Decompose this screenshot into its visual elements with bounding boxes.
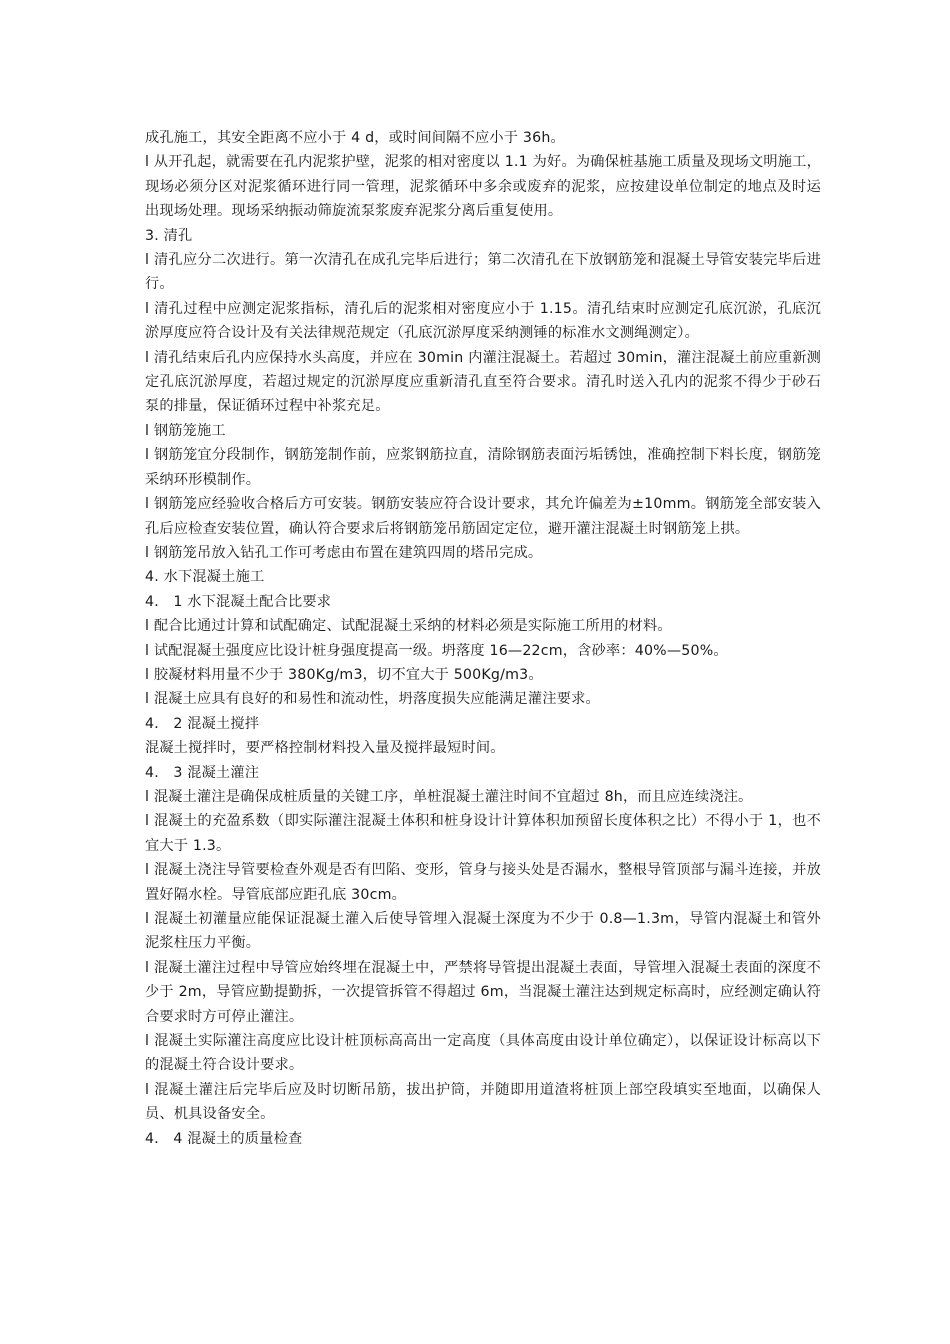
paragraph: l 从开孔起，就需要在孔内泥浆护壁，泥浆的相对密度以 1.1 为好。为确保桩基施工质量及现场文明施工，现场必须分区对泥浆循环进行同一管理，泥浆循环中多余或废弃的泥浆，应按建设单位制定的地点及时运出现场处理。现场采纳振动筛旋流泵浆废弃泥浆分离后重复使用。 xyxy=(145,154,821,220)
paragraph: l 清孔结束后孔内应保持水头高度，并应在 30min 内灌注混凝土。若超过 30min，灌注混凝土前应重新测定孔底沉淤厚度，若超过规定的沉淤厚度应重新清孔直至符合要求。清孔时送入孔内的泥浆不得少于砂石泵的排量，保证循环过程中补浆充足。 xyxy=(145,349,821,415)
paragraph: l 混凝土灌注是确保成桩质量的关键工序，单桩混凝土灌注时间不宜超过 8h，而且应连续浇注。 xyxy=(145,788,753,805)
paragraph: l 混凝土实际灌注高度应比设计桩顶标高高出一定高度（具体高度由设计单位确定），以保证设计标高以下的混凝土符合设计要求。 xyxy=(145,1033,821,1074)
paragraph: l 配合比通过计算和试配确定、试配混凝土采纳的材料必须是实际施工所用的材料。 xyxy=(145,618,672,635)
paragraph: l 钢筋笼宜分段制作，钢筋笼制作前，应浆钢筋拉直，清除钢筋表面污垢锈蚀，准确控制下料长度，钢筋笼采纳环形模制作。 xyxy=(145,447,821,488)
paragraph: 混凝土搅拌时，要严格控制材料投入量及搅拌最短时间。 xyxy=(145,740,505,757)
section-heading: 4. 水下混凝土施工 xyxy=(145,569,265,586)
paragraph: l 试配混凝土强度应比设计桩身强度提高一级。坍落度 16—22cm，含砂率：40%—50%。 xyxy=(145,642,728,659)
paragraph: l 清孔过程中应测定泥浆指标，清孔后的泥浆相对密度应小于 1.15。清孔结束时应测定孔底沉淤，孔底沉淤厚度应符合设计及有关法律规范规定（孔底沉淤厚度采纳测锤的标准水文测绳测定）。 xyxy=(145,300,821,342)
paragraph: l 清孔应分二次进行。第一次清孔在成孔完毕后进行；第二次清孔在下放钢筋笼和混凝土导管安装完毕后进行。 xyxy=(145,252,821,293)
paragraph: l 钢筋笼吊放入钻孔工作可考虑由布置在建筑四周的塔吊完成。 xyxy=(145,544,543,561)
paragraph: l 混凝土灌注过程中导管应始终埋在混凝土中，严禁将导管提出混凝土表面，导管埋入混凝土表面的深度不少于 2m，导管应勤提勤拆，一次提管拆管不得超过 6m，当混凝土灌注达到规定标高时，应经测定确认符合要求时方可停止灌注。 xyxy=(145,959,821,1025)
paragraph: l 混凝土的充盈系数（即实际灌注混凝土体积和桩身设计计算体积加预留长度体积之比）不得小于 1，也不宜大于 1.3。 xyxy=(145,813,821,854)
paragraph: l 混凝土应具有良好的和易性和流动性，坍落度损失应能满足灌注要求。 xyxy=(145,691,600,708)
subsection-heading: 4． 2 混凝土搅拌 xyxy=(145,715,260,732)
paragraph: l 混凝土浇注导管要检查外观是否有凹陷、变形，管身与接头处是否漏水，整根导管顶部与漏斗连接，并放置好隔水栓。导管底部应距孔底 30cm。 xyxy=(145,862,821,903)
section-heading: 3. 清孔 xyxy=(145,227,193,244)
subsection-heading: 4． 4 混凝土的质量检查 xyxy=(145,1130,303,1147)
paragraph: 成孔施工，其安全距离不应小于 4 d，或时间间隔不应小于 36h。 xyxy=(145,130,565,146)
paragraph: l 混凝土初灌量应能保证混凝土灌入后使导管埋入混凝土深度为不少于 0.8—1.3m，导管内混凝土和管外泥浆柱压力平衡。 xyxy=(145,911,821,952)
paragraph: l 钢筋笼应经验收合格后方可安装。钢筋安装应符合设计要求，其允许偏差为±10mm。钢筋笼全部安装入孔后应检查安装位置，确认符合要求后将钢筋笼吊筋固定定位，避开灌注混凝土时钢筋笼上拱。 xyxy=(145,496,821,537)
subsection-heading: 4． 3 混凝土灌注 xyxy=(145,764,260,781)
document-body xyxy=(145,126,821,1151)
subsection-heading: 4． 1 水下混凝土配合比要求 xyxy=(145,593,332,610)
paragraph: l 胶凝材料用量不少于 380Kg/m3，切不宜大于 500Kg/m3。 xyxy=(145,666,543,683)
paragraph: l 混凝土灌注后完毕后应及时切断吊筋，拔出护筒，并随即用道渣将桩顶上部空段填实至地面，以确保人员、机具设备安全。 xyxy=(145,1081,821,1123)
section-heading: l 钢筋笼施工 xyxy=(145,422,226,439)
